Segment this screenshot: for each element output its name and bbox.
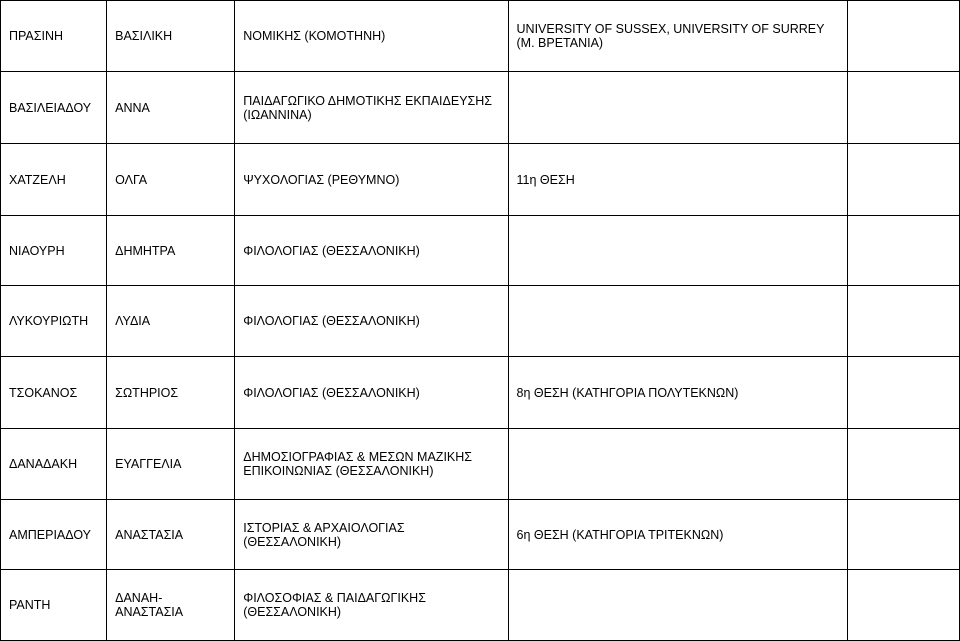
name-cell: ΟΛΓΑ bbox=[107, 144, 235, 216]
surname-cell: ΑΜΠΕΡΙΑΔΟΥ bbox=[1, 500, 107, 570]
department-cell: ΦΙΛΟΛΟΓΙΑΣ (ΘΕΣΣΑΛΟΝΙΚΗ) bbox=[235, 357, 508, 429]
name-cell: ΑΝΑΣΤΑΣΙΑ bbox=[107, 500, 235, 570]
extra-cell bbox=[847, 357, 959, 429]
department-cell: ΦΙΛΟΛΟΓΙΑΣ (ΘΕΣΣΑΛΟΝΙΚΗ) bbox=[235, 216, 508, 286]
table-row bbox=[1, 357, 960, 429]
results-table-body bbox=[1, 1, 960, 641]
department-cell: ΔΗΜΟΣΙΟΓΡΑΦΙΑΣ & ΜΕΣΩΝ ΜΑΖΙΚΗΣ ΕΠΙΚΟΙΝΩΝΙΑΣ (ΘΕΣΣΑΛΟΝΙΚΗ) bbox=[235, 429, 508, 500]
department-cell: ΦΙΛΟΛΟΓΙΑΣ (ΘΕΣΣΑΛΟΝΙΚΗ) bbox=[235, 286, 508, 357]
department-cell: ΙΣΤΟΡΙΑΣ & ΑΡΧΑΙΟΛΟΓΙΑΣ (ΘΕΣΣΑΛΟΝΙΚΗ) bbox=[235, 500, 508, 570]
surname-cell: ΒΑΣΙΛΕΙΑΔΟΥ bbox=[1, 72, 107, 144]
note-cell: 6η ΘΕΣΗ (ΚΑΤΗΓΟΡΙΑ ΤΡΙΤΕΚΝΩΝ) bbox=[508, 500, 847, 570]
surname-cell: ΤΣΟΚΑΝΟΣ bbox=[1, 357, 107, 429]
name-cell: ΒΑΣΙΛΙΚΗ bbox=[107, 1, 235, 72]
table-row bbox=[1, 286, 960, 357]
note-cell bbox=[508, 216, 847, 286]
note-cell bbox=[508, 429, 847, 500]
extra-cell bbox=[847, 1, 959, 72]
department-cell: ΦΙΛΟΣΟΦΙΑΣ & ΠΑΙΔΑΓΩΓΙΚΗΣ (ΘΕΣΣΑΛΟΝΙΚΗ) bbox=[235, 570, 508, 641]
note-cell: UNIVERSITY OF SUSSEX, UNIVERSITY OF SURREY (Μ. ΒΡΕΤΑΝΙΑ) bbox=[508, 1, 847, 72]
name-cell: ΔΗΜΗΤΡΑ bbox=[107, 216, 235, 286]
name-cell: ΣΩΤΗΡΙΟΣ bbox=[107, 357, 235, 429]
surname-cell: ΧΑΤΖΕΛΗ bbox=[1, 144, 107, 216]
table-row bbox=[1, 500, 960, 570]
name-cell: ΔΑΝΑΗ-ΑΝΑΣΤΑΣΙΑ bbox=[107, 570, 235, 641]
note-cell: 8η ΘΕΣΗ (ΚΑΤΗΓΟΡΙΑ ΠΟΛΥΤΕΚΝΩΝ) bbox=[508, 357, 847, 429]
table-row bbox=[1, 570, 960, 641]
note-cell: 11η ΘΕΣΗ bbox=[508, 144, 847, 216]
table-row bbox=[1, 144, 960, 216]
name-cell: ΑΝΝΑ bbox=[107, 72, 235, 144]
note-cell bbox=[508, 286, 847, 357]
surname-cell: ΛΥΚΟΥΡΙΩΤΗ bbox=[1, 286, 107, 357]
table-row bbox=[1, 72, 960, 144]
extra-cell bbox=[847, 429, 959, 500]
table-row bbox=[1, 429, 960, 500]
department-cell: ΝΟΜΙΚΗΣ (ΚΟΜΟΤΗΝΗ) bbox=[235, 1, 508, 72]
note-cell bbox=[508, 570, 847, 641]
surname-cell: ΠΡΑΣΙΝΗ bbox=[1, 1, 107, 72]
extra-cell bbox=[847, 500, 959, 570]
name-cell: ΕΥΑΓΓΕΛΙΑ bbox=[107, 429, 235, 500]
department-cell: ΠΑΙΔΑΓΩΓΙΚΟ ΔΗΜΟΤΙΚΗΣ ΕΚΠΑΙΔΕΥΣΗΣ (ΙΩΑΝΝΙΝΑ) bbox=[235, 72, 508, 144]
name-cell: ΛΥΔΙΑ bbox=[107, 286, 235, 357]
surname-cell: ΡΑΝΤΗ bbox=[1, 570, 107, 641]
table-row bbox=[1, 1, 960, 72]
extra-cell bbox=[847, 286, 959, 357]
extra-cell bbox=[847, 570, 959, 641]
table-row bbox=[1, 216, 960, 286]
extra-cell bbox=[847, 144, 959, 216]
department-cell: ΨΥΧΟΛΟΓΙΑΣ (ΡΕΘΥΜΝΟ) bbox=[235, 144, 508, 216]
surname-cell: ΝΙΑΟΥΡΗ bbox=[1, 216, 107, 286]
extra-cell bbox=[847, 72, 959, 144]
extra-cell bbox=[847, 216, 959, 286]
note-cell bbox=[508, 72, 847, 144]
surname-cell: ΔΑΝΑΔΑΚΗ bbox=[1, 429, 107, 500]
